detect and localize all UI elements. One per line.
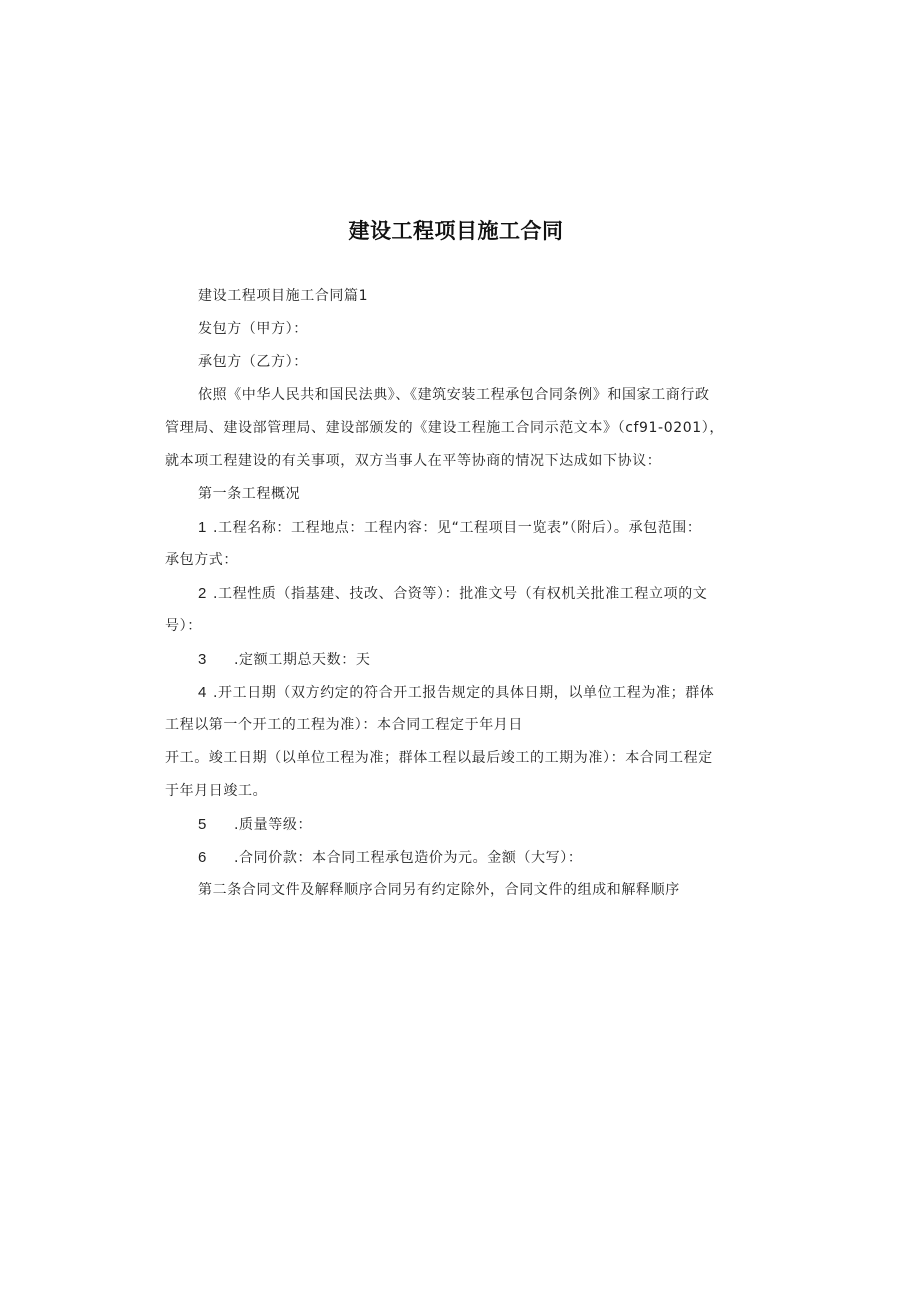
line-text: .定额工期总天数：天 (234, 652, 371, 668)
line-text: 承包方式： (165, 552, 238, 568)
document-line (165, 412, 765, 445)
document-line (165, 643, 765, 676)
line-text: .合同价款：本合同工程承包造价为元。金额（大写）： (234, 850, 583, 866)
line-text: 工程以第一个开工的工程为准）：本合同工程定于年月日 (165, 717, 523, 733)
list-number: 6 (198, 849, 207, 866)
line-text: 管理局、建设部管理局、建设部颁发的《建设工程施工合同示范文本》（cf91-0201）， (165, 420, 724, 436)
line-text: .开工日期（双方约定的符合开工报告规定的具体日期，以单位工程为准；群体 (212, 685, 715, 701)
line-text: 建设工程项目施工合同篇1 (198, 288, 369, 304)
document-line (165, 841, 765, 874)
document-line (165, 742, 765, 775)
list-number: 1 (198, 519, 207, 536)
line-text: 依照《中华人民共和国民法典》、《建筑安装工程承包合同条例》和国家工商行政 (198, 387, 710, 403)
document-line (165, 445, 765, 478)
line-text: .质量等级： (234, 817, 313, 833)
line-text: 号）： (165, 618, 202, 634)
line-text: .工程名称：工程地点：工程内容：见“工程项目一览表”（附后）。承包范围： (212, 520, 702, 536)
list-number: 4 (198, 684, 207, 701)
document-line (165, 775, 765, 808)
line-text: 承包方（乙方）： (198, 354, 308, 370)
document-line (165, 544, 765, 577)
document-body (165, 280, 765, 907)
line-text: 于年月日竣工。 (165, 783, 268, 799)
document-title: 建设工程项目施工合同 (348, 219, 564, 243)
document-line (165, 676, 765, 709)
document-line (165, 577, 765, 610)
document-line (165, 808, 765, 841)
line-text: 第二条合同文件及解释顺序合同另有约定除外，合同文件的组成和解释顺序 (198, 882, 680, 898)
line-text: 就本项工程建设的有关事项，双方当事人在平等协商的情况下达成如下协议： (165, 453, 662, 469)
document-line (165, 709, 765, 742)
document-line (165, 346, 765, 379)
document-line (165, 379, 765, 412)
line-text: .工程性质（指基建、技改、合资等）：批准文号（有权机关批准工程立项的文 (212, 586, 708, 602)
document-line (165, 511, 765, 544)
document-line (165, 874, 765, 907)
document-line (165, 313, 765, 346)
line-text: 第一条工程概况 (198, 486, 301, 502)
list-number: 3 (198, 651, 207, 668)
document-line (165, 280, 765, 313)
document-line (165, 478, 765, 511)
line-text: 发包方（甲方）： (198, 321, 308, 337)
line-text: 开工。竣工日期（以单位工程为准；群体工程以最后竣工的工期为准）：本合同工程定 (165, 750, 713, 766)
document-line (165, 610, 765, 643)
list-number: 5 (198, 816, 207, 833)
list-number: 2 (198, 585, 207, 602)
